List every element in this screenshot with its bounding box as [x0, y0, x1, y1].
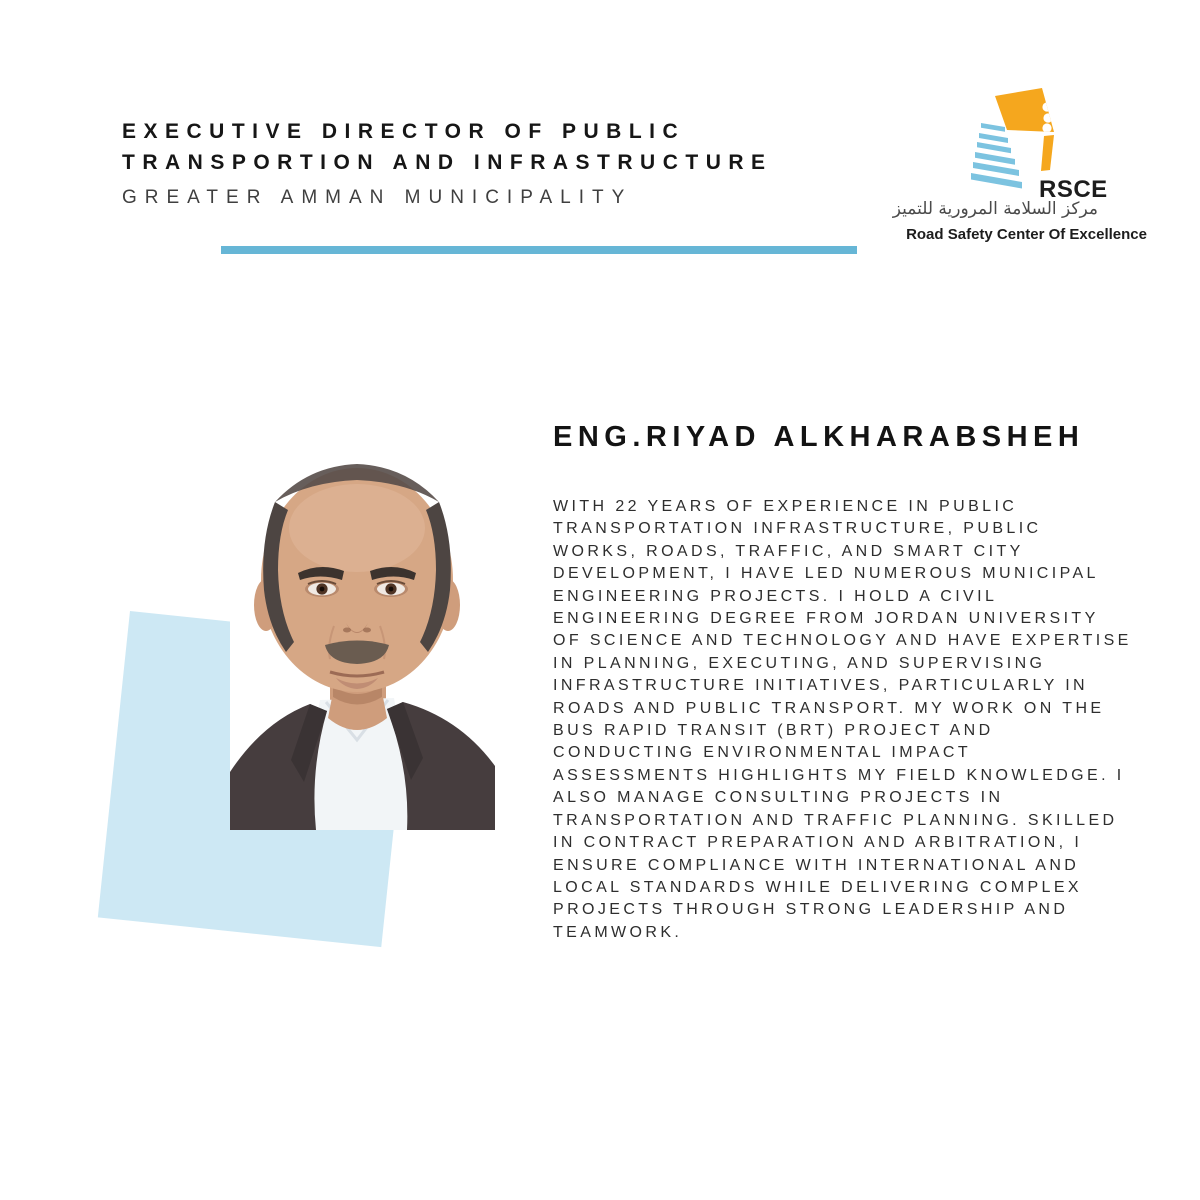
logo-acronym: RSCE [1039, 176, 1108, 203]
page-title-line2: TRANSPORTION AND INFRASTRUCTURE [122, 151, 773, 174]
header [122, 116, 773, 212]
profile-bio: WITH 22 YEARS OF EXPERIENCE IN PUBLIC TRANSPORTATION INFRASTRUCTURE, PUBLIC WORKS, ROADS, TRAFFIC, AND SMART CITY DEVELOPMENT, I HAVE LED NUMEROUS MUNICIPAL ENGINEERING PROJECTS. I HOLD A CIVIL ENGINEERING DEGREE FROM JORDAN UNIVERSITY OF SCIENCE AND TECHNOLOGY AND HAVE EXPERTISE IN PLANNING, EXECUTING, AND SUPERVISING INFRASTRUCTURE INITIATIVES, PARTICULARLY IN ROADS AND PUBLIC TRANSPORT. MY WORK ON THE BUS RAPID TRANSIT (BRT) PROJECT AND CONDUCTING ENVIRONMENTAL IMPACT ASSESSMENTS HIGHLIGHTS MY FIELD KNOWLEDGE. I ALSO MANAGE CONSULTING PROJECTS IN TRANSPORTATION AND TRAFFIC PLANNING. SKILLED IN CONTRACT PREPARATION AND ARBITRATION, I ENSURE COMPLIANCE WITH INTERNATIONAL AND LOCAL STANDARDS WHILE DELIVERING COMPLEX PROJECTS THROUGH STRONG LEADERSHIP AND TEAMWORK. [553, 498, 1132, 941]
page-title-line1: EXECUTIVE DIRECTOR OF PUBLIC [122, 120, 686, 143]
profile-name: ENG.RIYAD ALKHARABSHEH [553, 421, 1085, 453]
subtitle: GREATER AMMAN MUNICIPALITY [122, 187, 633, 208]
logo-arabic-name: مركز السلامة المرورية للتميز [892, 199, 1098, 219]
page-title [122, 116, 773, 178]
portrait-photo [230, 440, 495, 830]
logo-english-name: Road Safety Center Of Excellence [906, 226, 1147, 243]
portrait-illustration [230, 440, 495, 830]
divider-bar [221, 246, 857, 254]
